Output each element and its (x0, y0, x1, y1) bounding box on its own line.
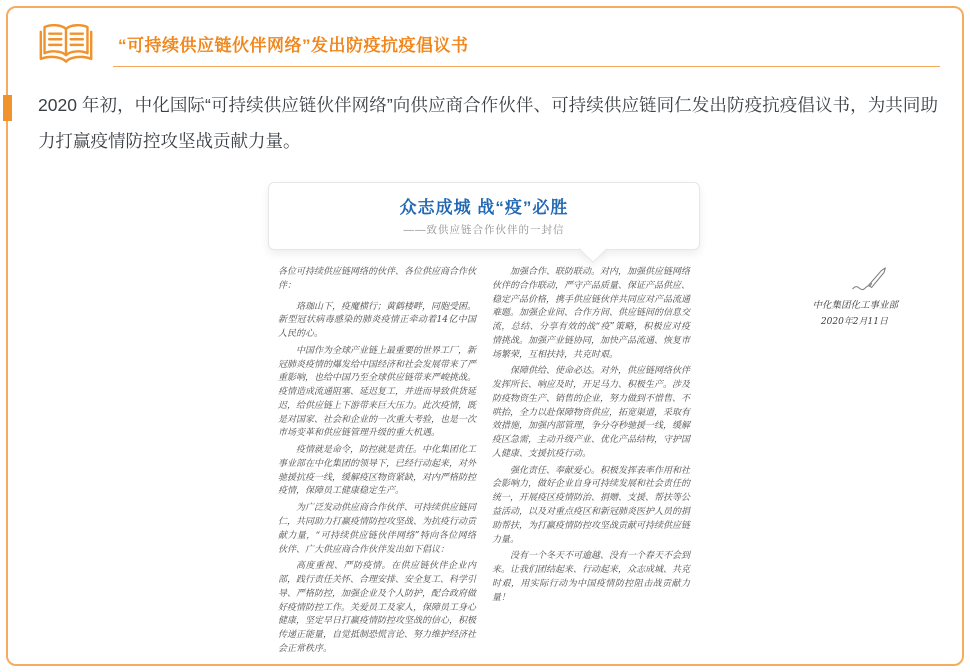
letter-paragraph: 加强合作、联防联动。对内，加强供应链网络伙伴的合作联动，严守产品质量、保证产品供应、稳定产品价格，携手供应链伙伴共同应对产品流通难题。加强企业间、合作方间、供应链间的信息交流，总结、分享有效的战“疫”策略，积极应对疫情挑战。加强产业链协同，加快产品流通、恢复市场繁荣，互相扶持，共克时艰。 (492, 267, 691, 360)
letter-paragraph: 珞珈山下，疫魔横行；黄鹤楼畔，同胞受困。新型冠状病毒感染的肺炎疫情正牵动着14亿中国人民的心。 (278, 301, 477, 340)
left-accent-tab (3, 95, 12, 121)
pen-signature-icon (850, 266, 892, 298)
signature-block (706, 266, 904, 330)
letter-paragraph: 保障供给、使命必达。对外，供应链网络伙伴发挥所长、响应及时，开足马力、积极生产。涉及防疫物资生产、销售的企业，努力做到不惜售、不哄抬，全力以赴保障物资供应，拓宽渠道，采取有效措施，加强内部管理，争分夺秒驰援一线，缓解疫区急需，主动升级产业、优化产品结构，守护国人健康、支援抗疫行动。 (492, 366, 691, 459)
letter-paragraph: 中国作为全球产业链上最重要的世界工厂，新冠肺炎疫情的爆发给中国经济和社会发展带来了严重影响，也给中国乃至全球供应链带来严峻挑战。疫情造成流通阻塞、延迟复工，并进而导致供货延迟，给供应链上下游带来巨大压力。此次疫情，既是对国家、社会和企业的一次重大考验，也是一次市场变革和供应链管理升级的重大机遇。 (278, 345, 477, 439)
letter-paragraph: 高度重视、严防疫情。在供应链伙伴企业内部，践行责任关怀、合理安排、安全复工、科学引导、严格防控，加强企业及个人防护，配合政府做好疫情防控工作。关爱员工及家人，保障员工身心健康，坚定早日打赢疫情防控攻坚战的信心，积极传递正能量，自觉抵制恐慌言论、努力维护经济社会正常秩序。 (278, 561, 477, 654)
intro-paragraph: 2020 年初，中化国际“可持续供应链伙伴网络”向供应商合作伙伴、可持续供应链同仁发出防疫抗疫倡议书，为共同助力打赢疫情防控攻坚战贡献力量。 (38, 95, 938, 151)
letter-header-card (268, 182, 700, 250)
card-tail-notch (579, 235, 607, 263)
signature-date: 2020年2月11日 (820, 317, 888, 328)
open-book-icon (38, 20, 94, 66)
section-header (38, 20, 469, 66)
letter-paragraph: 疫情就是命令，防控就是责任。中化集团化工事业部在中化集团的领导下，已经行动起来，对外驰援抗疫一线，缓解疫区物资紧缺，对内严格防控疫情，保障员工健康稳定生产。 (278, 445, 477, 497)
letter-image (268, 182, 898, 660)
letter-paragraph: 为广泛发动供应商合作伙伴、可持续供应链同仁，共同助力打赢疫情防控攻坚战、为抗疫行动贡献力量，“可持续供应链伙伴网络”特向各位网络伙伴、广大供应商合作伙伴发出如下倡议： (278, 503, 477, 555)
page-title: “可持续供应链伙伴网络”发出防疫抗疫倡议书 (118, 35, 469, 55)
letter-paragraph: 强化责任、奉献爱心。积极发挥表率作用和社会影响力，做好企业自身可持续发展和社会责任的统一，开展疫区疫情防治、捐赠、支援、帮扶等公益活动，以及对重点疫区和新冠肺炎医护人员的捐助帮扶，为打赢疫情防控攻坚战贡献可持续供应链力量。 (492, 465, 691, 545)
letter-title: 众志成城 战“疫”必胜 (399, 198, 569, 217)
letter-salutation: 各位可持续供应链网络的伙伴、各位供应商合作伙伴： (278, 267, 477, 291)
letter-subtitle: ——致供应链合作伙伴的一封信 (403, 224, 565, 236)
letter-paragraph: 没有一个冬天不可逾越、没有一个春天不会到来。让我们团结起来、行动起来，众志成城、共克时艰，用实际行动为中国疫情防控阻击战贡献力量！ (492, 551, 691, 603)
title-underline (113, 66, 940, 67)
letter-body (268, 266, 898, 670)
signature-org: 中化集团化工事业部 (812, 299, 898, 311)
